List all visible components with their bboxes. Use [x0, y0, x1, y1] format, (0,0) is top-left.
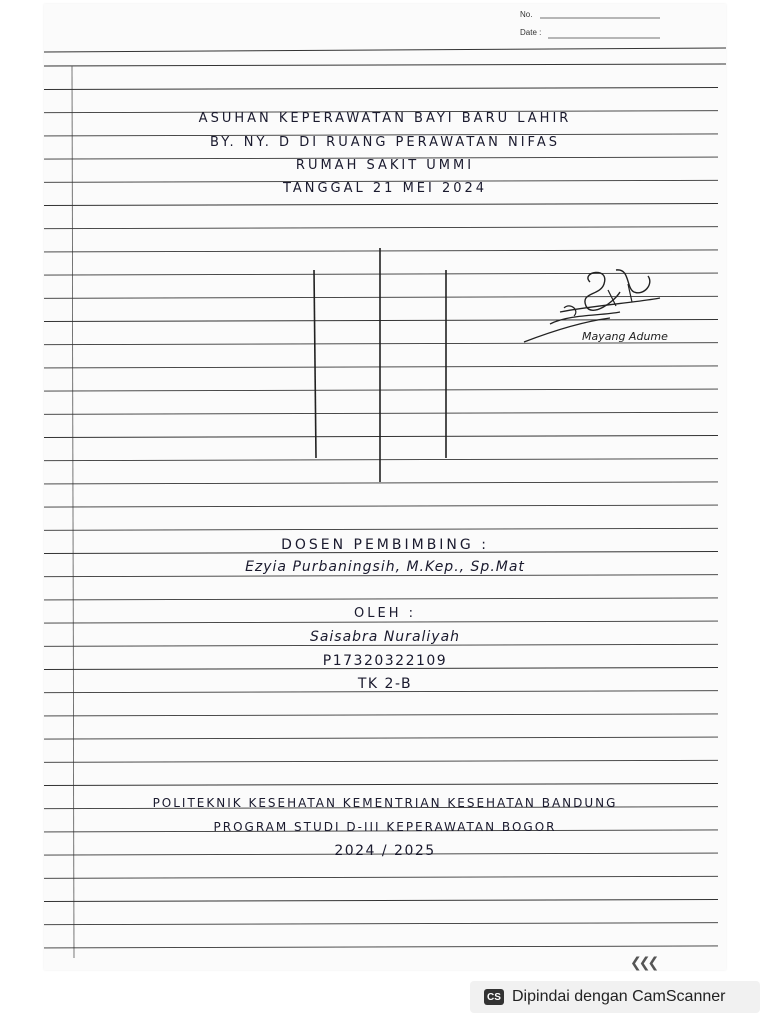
- ruled-line: [44, 714, 718, 716]
- camscanner-badge: [470, 981, 760, 1013]
- title-line-4: TANGGAL 21 MEI 2024: [282, 181, 488, 196]
- title-line-3: RUMAH SAKIT UMMI: [295, 158, 475, 173]
- author-heading: OLEH :: [354, 606, 416, 621]
- ruled-line: [44, 900, 718, 902]
- institution-line-1: POLITEKNIK KESEHATAN KEMENTRIAN KESEHATAN BANDUNG: [152, 796, 618, 810]
- supervisor-heading: DOSEN PEMBIMBING :: [281, 537, 489, 553]
- no-label: No.: [520, 10, 533, 19]
- institution-year: 2024 / 2025: [334, 843, 436, 859]
- title-line-2: BY. NY. D DI RUANG PERAWATAN NIFAS: [209, 135, 560, 150]
- title-line-1: ASUHAN KEPERAWATAN BAYI BARU LAHIR: [198, 111, 572, 126]
- ruled-line: [44, 528, 718, 530]
- ruled-line: [44, 505, 718, 507]
- ruled-line: [44, 598, 718, 600]
- ruled-line: [44, 784, 718, 786]
- date-label: Date :: [520, 28, 542, 37]
- svg-text:Mayang Adume: Mayang Adume: [582, 330, 668, 343]
- supervisor-name: Ezyia Purbaningsih, M.Kep., Sp.Mat: [245, 559, 525, 575]
- ruled-line: [44, 946, 718, 948]
- ruled-line: [44, 88, 718, 90]
- author-name: Saisabra Nuraliyah: [309, 629, 461, 645]
- ruled-line: [44, 923, 718, 925]
- author-id: P17320322109: [322, 653, 448, 669]
- ruled-line: [44, 227, 718, 229]
- ruled-line: [44, 760, 718, 762]
- ruled-line: [44, 737, 718, 739]
- author-class: TK 2-B: [357, 676, 413, 692]
- logo-vertical-lines: [300, 246, 460, 486]
- ruled-line: [44, 204, 718, 206]
- ruled-line: [44, 876, 718, 878]
- institution-line-2: PROGRAM STUDI D-III KEPERAWATAN BOGOR: [213, 820, 557, 834]
- camscanner-icon: CS: [484, 989, 504, 1005]
- camscanner-label: Dipindai dengan CamScanner: [512, 988, 726, 1005]
- scanner-mark-icon: ❮❮❮: [630, 955, 657, 971]
- signature: [520, 262, 680, 352]
